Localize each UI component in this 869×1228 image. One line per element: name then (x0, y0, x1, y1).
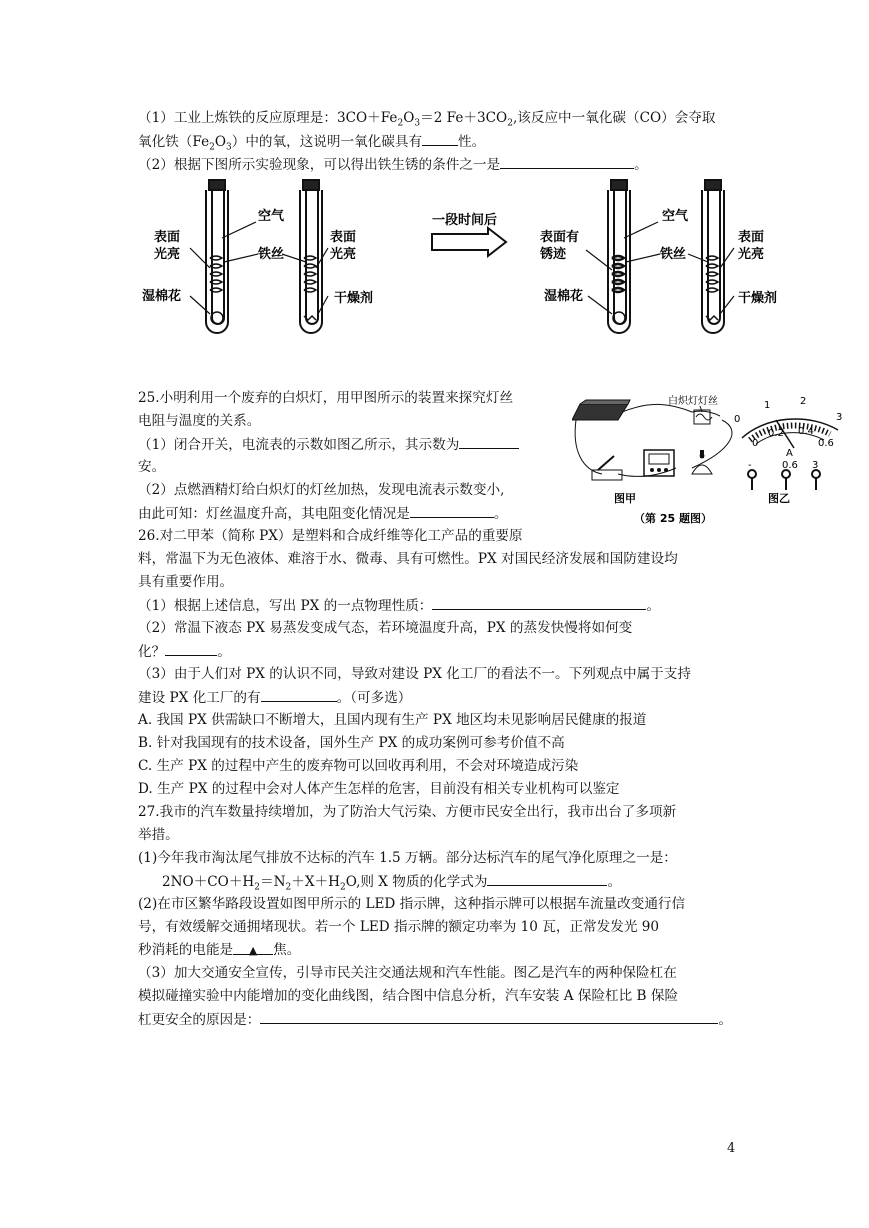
q27-text: (1)今年我市淘汰尾气排放不达标的汽车 1.5 万辆。部分达标汽车的尾气净化原理之一是： (138, 850, 677, 866)
q25-line-4 (138, 457, 165, 477)
label-desiccant: 干燥剂 (334, 291, 374, 306)
arrow-label: 一段时间后 (432, 213, 498, 228)
terminal-icon (748, 470, 820, 490)
test-tube (608, 180, 630, 333)
answer-blank[interactable] (260, 1009, 718, 1024)
answer-blank[interactable] (459, 434, 519, 449)
label-bright: 光亮 (738, 247, 765, 262)
answer-blank[interactable] (165, 641, 217, 656)
dial-scale: 2 (800, 396, 807, 407)
q27-line-6 (138, 917, 659, 937)
q26-text: 建设 PX 化工厂的有 (138, 690, 261, 706)
q26-text: 具有重要作用。 (138, 574, 234, 590)
label-cotton: 湿棉花 (142, 289, 182, 304)
label-surface: 表面 (330, 230, 357, 245)
q27-line-7 (138, 940, 300, 960)
subscript: 2 (285, 882, 292, 893)
q27-text: 27.我市的汽车数量持续增加，为了防治大气污染、方便市民安全出行，我市出台了多项新 (138, 804, 677, 820)
q26-text: 料，常温下为无色液体、难溶于水、微毒、具有可燃性。PX 对国民经济发展和国防建设均 (138, 551, 678, 567)
q25-line-1 (138, 388, 513, 408)
fig-a-label: 图甲 (614, 492, 636, 505)
q27-text: 举措。 (138, 827, 179, 843)
subscript: 3 (414, 118, 421, 129)
q26-option-a (138, 710, 646, 730)
dial-scale: 0.4 (798, 426, 814, 437)
dial-unit: A (786, 448, 793, 459)
subscript: 2 (507, 118, 513, 129)
q26-option-c (138, 756, 578, 776)
q25-text: （2）点燃酒精灯给白炽灯的灯丝加热，发现电流表示数变小, (138, 482, 505, 498)
circuit-figure (572, 390, 846, 530)
q24-text: O (214, 134, 226, 150)
answer-blank[interactable] (500, 154, 634, 169)
q26-line-6 (138, 641, 231, 662)
q25-line-2 (138, 411, 260, 431)
q24-text: 。 (634, 157, 648, 173)
q26-text: 。（可多选） (336, 690, 412, 706)
q27-line-1 (138, 802, 676, 822)
q27-text: 模拟碰撞实验中内能增加的变化曲线图，结合图中信息分析，汽车安装 A 保险杠比 B 保险 (138, 988, 679, 1004)
terminal-label: 0.6 (782, 460, 798, 471)
terminal-label: 3 (812, 460, 819, 471)
label-bright: 光亮 (330, 247, 357, 262)
q27-text: 杠更安全的原因是： (138, 1012, 261, 1028)
q24-line-1 (138, 108, 716, 134)
q26-line-4 (138, 595, 660, 616)
answer-blank[interactable] (432, 595, 646, 610)
dial-scale: 0 (752, 438, 759, 449)
q27-line-3 (138, 848, 677, 868)
q26-line-2 (138, 549, 678, 569)
label-wire: 铁丝 (258, 247, 285, 262)
subscript: 2 (397, 118, 404, 129)
equation-text: ＝N (260, 874, 286, 890)
q25-text: 由此可知：灯丝温度升高，其电阻变化情况是 (138, 506, 410, 522)
q25-text: 25.小明利用一个废弃的白炽灯，用甲图所示的装置来探究灯丝 (138, 390, 514, 406)
equation-text: ＋X＋H (291, 874, 340, 890)
triangle-icon: ▲ (248, 944, 258, 957)
test-tube (702, 180, 724, 333)
subscript: 3 (226, 142, 232, 153)
q27-text: （3）加大交通安全宣传，引导市民关注交通法规和汽车性能。图乙是汽车的两种保险杠在 (138, 965, 677, 981)
dial-scale: 0 (734, 414, 741, 425)
ammeter-icon (644, 450, 674, 476)
answer-blank[interactable] (487, 871, 607, 886)
q24-text: ）中的氧，这说明一氧化碳具有 (231, 134, 423, 150)
q24-line-3 (138, 154, 648, 175)
q24-text: O (403, 110, 415, 126)
q26-option-d (138, 779, 620, 799)
terminal-label: - (748, 460, 752, 471)
q26-line-7 (138, 664, 691, 684)
q27-text: (2)在市区繁华路段设置如图甲所示的 LED 指示牌，这种指示牌可以根据车流量改变通行信 (138, 896, 686, 912)
label-rust: 表面有 (540, 230, 580, 245)
option-text: B. 针对我国现有的技术设备，国外生产 PX 的成功案例可参考价值不高 (138, 735, 565, 751)
answer-blank[interactable] (410, 503, 494, 518)
label-wire: 铁丝 (660, 247, 687, 262)
page-number: 4 (727, 1141, 736, 1156)
q24-text: 氧化铁（Fe (138, 134, 210, 150)
label-air: 空气 (662, 209, 689, 224)
q27-line-2 (138, 825, 179, 845)
q27-line-5 (138, 894, 685, 914)
q25-line-5 (138, 480, 504, 500)
equation-text: 2NO＋CO＋H (162, 874, 255, 890)
subscript: 2 (339, 882, 346, 893)
q27-line-10 (138, 1009, 732, 1030)
test-tube (300, 180, 322, 333)
q25-text: 安。 (138, 459, 166, 475)
q26-text: （3）由于人们对 PX 的认识不同，导致对建设 PX 化工厂的看法不一。下列观点中属于支持 (138, 666, 691, 682)
dial-scale: 0.2 (768, 428, 784, 439)
option-text: D. 生产 PX 的过程中会对人体产生怎样的危害，目前没有相关专业机构可以鉴定 (138, 781, 620, 797)
label-bright: 光亮 (154, 247, 181, 262)
q27-text: 。 (607, 874, 622, 890)
subscript: 2 (254, 882, 261, 893)
battery-icon (572, 400, 630, 420)
label-cotton: 湿棉花 (544, 289, 584, 304)
q24-text: （1）工业上炼铁的反应原理是：3CO＋Fe (138, 110, 398, 126)
label-rust: 锈迹 (540, 247, 567, 262)
arrow-icon (432, 228, 506, 256)
rust-experiment-figure (140, 178, 800, 338)
q27-line-9 (138, 986, 678, 1006)
q26-text: 。 (646, 598, 660, 614)
dial-scale: 3 (836, 412, 843, 423)
q25-text: （1）闭合开关，电流表的示数如图乙所示，其示数为 (138, 437, 460, 453)
switch-icon (592, 456, 622, 480)
figure-caption: （第 25 题图） (634, 512, 712, 525)
q24-text: ,该反应中一氧化碳（CO）会夺取 (512, 110, 716, 126)
alcohol-lamp-icon (692, 450, 712, 474)
test-tube (206, 180, 228, 333)
q24-text: ＝2 Fe＋3CO (420, 110, 508, 126)
equation-text: O,则 X 物质的化学式为 (345, 874, 488, 890)
q26-line-5 (138, 618, 632, 638)
q26-text: 26.对二甲苯（简称 PX）是塑料和合成纤维等化工产品的重要原 (138, 528, 523, 544)
q26-line-3 (138, 572, 233, 592)
answer-blank[interactable] (233, 940, 273, 955)
q26-text: （2）常温下液态 PX 易蒸发变成气态，若环境温度升高，PX 的蒸发快慢将如何变 (138, 620, 633, 636)
q27-text: 焦。 (273, 942, 301, 958)
q26-text: 化？ (138, 644, 166, 660)
answer-blank[interactable] (422, 131, 458, 146)
q26-option-b (138, 733, 565, 753)
option-text: C. 生产 PX 的过程中产生的废弃物可以回收再利用，不会对环境造成污染 (138, 758, 579, 774)
option-text: A. 我国 PX 供需缺口不断增大，且国内现有生产 PX 地区均未见影响居民健康的报道 (138, 712, 647, 728)
answer-blank[interactable] (261, 687, 337, 702)
q26-text: （1）根据上述信息，写出 PX 的一点物理性质： (138, 598, 433, 614)
q25-line-6 (138, 503, 507, 524)
q26-line-1 (138, 526, 523, 546)
q27-line-8 (138, 963, 677, 983)
dial-scale: 1 (764, 400, 771, 411)
label-surface: 表面 (738, 230, 765, 245)
q27-text: 号，有效缓解交通拥堵现状。若一个 LED 指示牌的额定功率为 10 瓦，正常发发光 90 (138, 919, 660, 935)
q24-text: （2）根据下图所示实验现象，可以得出铁生锈的条件之一是 (138, 157, 501, 173)
label-surface: 表面 (154, 230, 181, 245)
q26-line-8 (138, 687, 411, 708)
q27-text: 。 (718, 1012, 732, 1028)
q25-text: 电阻与温度的关系。 (138, 413, 261, 429)
q24-text: 性。 (458, 134, 486, 150)
dial-scale: 0.6 (818, 438, 834, 449)
filament-label: 白炽灯灯丝 (668, 396, 718, 407)
q27-text: 秒消耗的电能是 (138, 942, 234, 958)
label-air: 空气 (258, 209, 285, 224)
label-desiccant: 干燥剂 (738, 291, 778, 306)
q25-text: 。 (493, 506, 508, 522)
fig-b-label: 图乙 (768, 492, 790, 505)
q25-line-3 (138, 434, 519, 455)
q26-text: 。 (217, 644, 231, 660)
subscript: 2 (209, 142, 215, 153)
